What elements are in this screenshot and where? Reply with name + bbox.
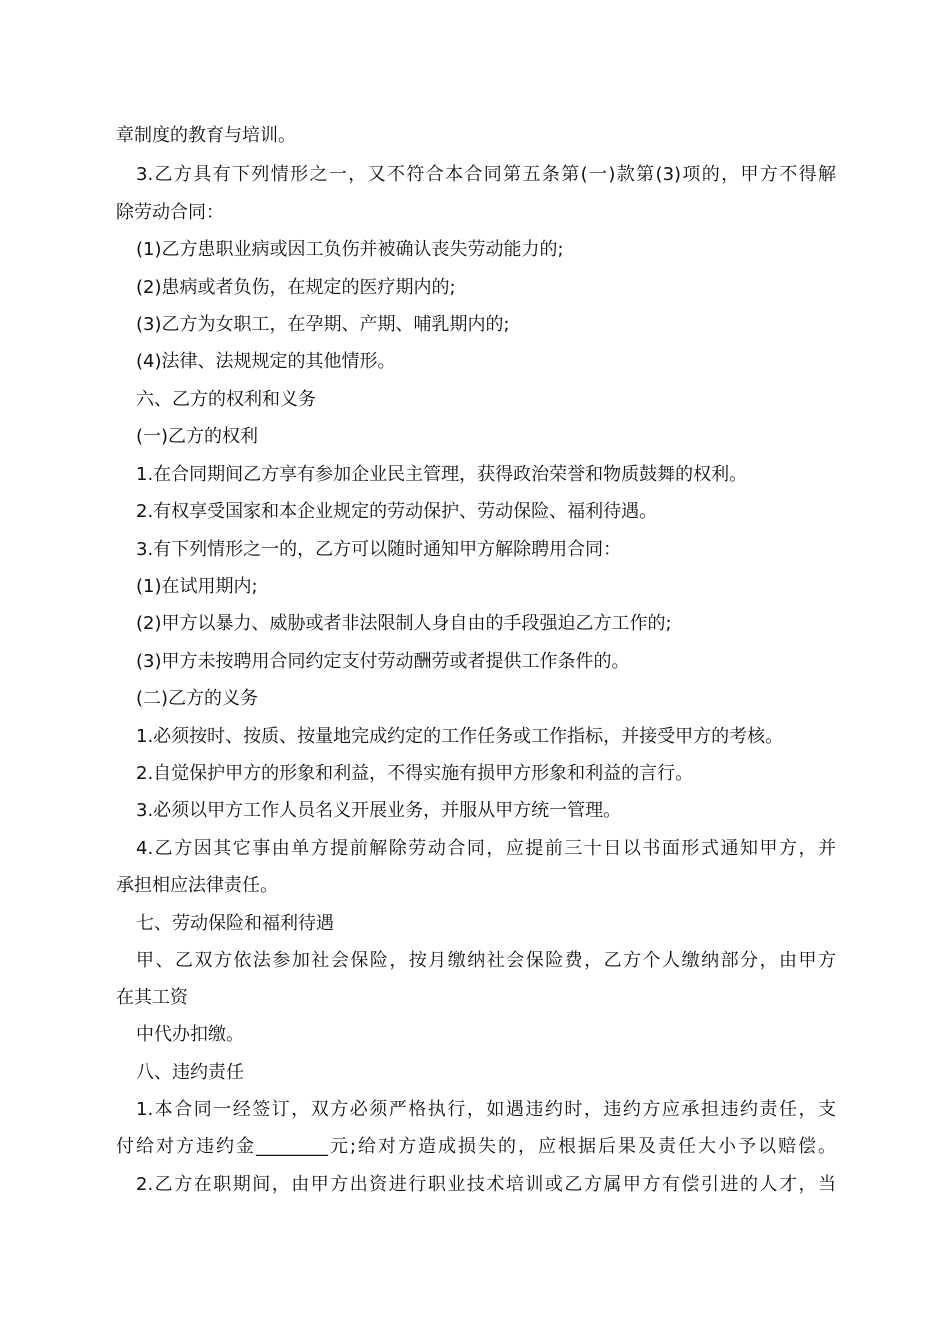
text-line: (3)甲方未按聘用合同约定支付劳动酬劳或者提供工作条件的。	[136, 651, 630, 672]
section-heading: 六、乙方的权利和义务	[136, 389, 316, 410]
text-line: 2.乙方在职期间，由甲方出资进行职业技术培训或乙方属甲方有偿引进的人才，当	[136, 1174, 836, 1195]
text-line: 4.乙方因其它事由单方提前解除劳动合同，应提前三十日以书面形式通知甲方，并	[136, 838, 836, 859]
subsection-heading: (二)乙方的义务	[136, 688, 259, 709]
text-line: 1.本合同一经签订，双方必须严格执行，如遇违约时，违约方应承担违约责任，支	[136, 1099, 836, 1120]
section-heading: 八、违约责任	[136, 1062, 244, 1083]
text-line: 1.必须按时、按质、按量地完成约定的工作任务或工作指标，并接受甲方的考核。	[136, 726, 784, 747]
text-line: 1.在合同期间乙方享有参加企业民主管理，获得政治荣誉和物质鼓舞的权利。	[136, 464, 748, 485]
text-line: 甲、乙双方依法参加社会保险，按月缴纳社会保险费，乙方个人缴纳部分，由甲方	[136, 950, 836, 971]
text-line: (1)乙方患职业病或因工负伤并被确认丧失劳动能力的;	[136, 239, 564, 260]
text-line: 3.乙方具有下列情形之一，又不符合本合同第五条第(一)款第(3)项的，甲方不得解	[136, 164, 836, 185]
subsection-heading: (一)乙方的权利	[136, 426, 259, 447]
text-line: (3)乙方为女职工，在孕期、产期、哺乳期内的;	[136, 314, 510, 335]
section-heading: 七、劳动保险和福利待遇	[136, 913, 334, 934]
text-line: 2.有权享受国家和本企业规定的劳动保护、劳动保险、福利待遇。	[136, 501, 658, 522]
text-line: 承担相应法律责任。	[116, 875, 278, 896]
text-line: 在其工资	[116, 987, 188, 1008]
text-line: 章制度的教育与培训。	[116, 125, 296, 146]
text-line: (2)甲方以暴力、威胁或者非法限制人身自由的手段强迫乙方工作的;	[136, 613, 672, 634]
text-line: (1)在试用期内;	[136, 576, 258, 597]
text-line: 中代办扣缴。	[136, 1024, 244, 1045]
text-line: (4)法律、法规规定的其他情形。	[136, 351, 396, 372]
text-line: 除劳动合同：	[116, 202, 224, 223]
text-line: 付给对方违约金________元;给对方造成损失的，应根据后果及责任大小予以赔偿。	[116, 1136, 836, 1157]
text-line: 3.有下列情形之一的，乙方可以随时通知甲方解除聘用合同：	[136, 539, 622, 560]
text-line: 2.自觉保护甲方的形象和利益，不得实施有损甲方形象和利益的言行。	[136, 763, 694, 784]
text-line: (2)患病或者负伤，在规定的医疗期内的;	[136, 277, 456, 298]
text-line: 3.必须以甲方工作人员名义开展业务，并服从甲方统一管理。	[136, 800, 622, 821]
